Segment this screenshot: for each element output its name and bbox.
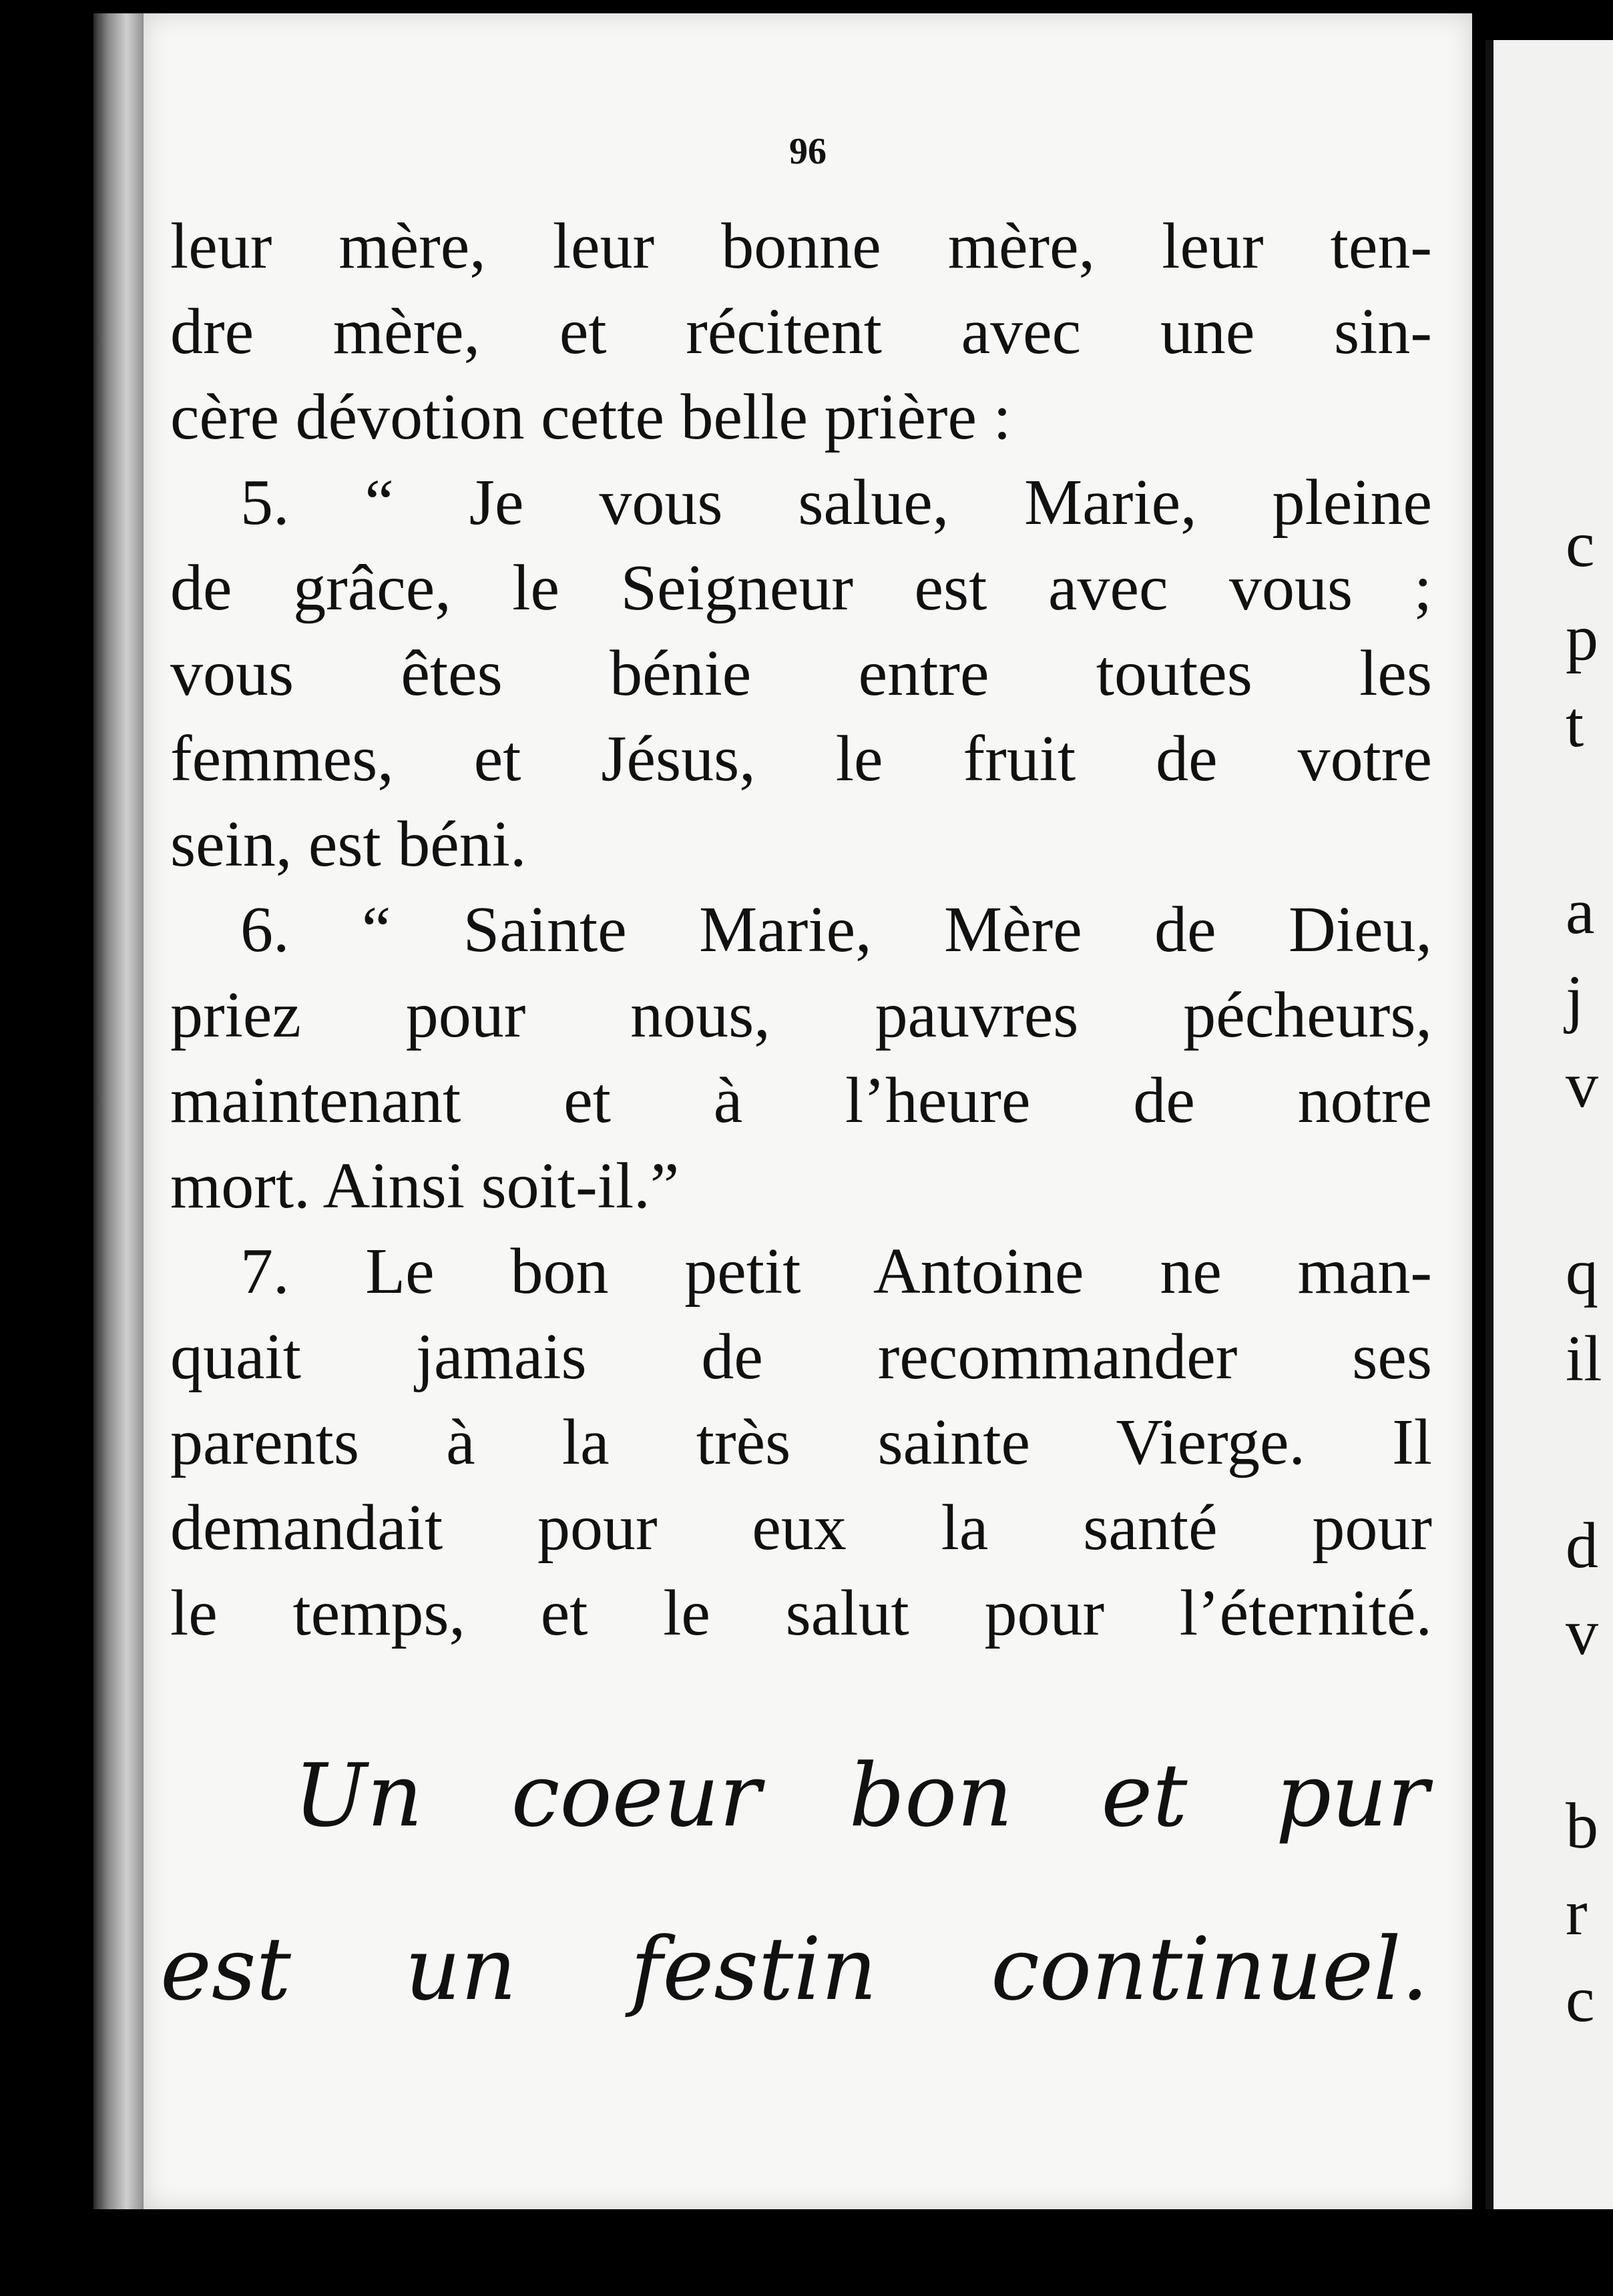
fragment-text: t [1566, 689, 1584, 761]
text-line: priez pour nous, pauvres pécheurs, [170, 979, 1432, 1051]
fragment-text: il [1566, 1323, 1602, 1395]
text-line: maintenant et à l’heure de notre [170, 1065, 1432, 1137]
text-line: demandait pour eux la santé pour [170, 1492, 1432, 1564]
page-number: 96 [789, 131, 827, 172]
text-line: sein, est béni. [170, 808, 527, 880]
text-line: parents à la très sainte Vierge. Il [170, 1406, 1432, 1478]
handwritten-line: est un festin continuel. [160, 1918, 1429, 2020]
text-line: dre mère, et récitent avec une sin- [170, 296, 1432, 368]
text-line: 5. “ Je vous salue, Marie, pleine [240, 467, 1432, 539]
fragment-text: c [1566, 509, 1595, 581]
fragment-text: q [1566, 1236, 1598, 1308]
text-line: 6. “ Sainte Marie, Mère de Dieu, [240, 894, 1432, 966]
paragraph-intro [170, 204, 1432, 460]
text-line: mort. Ainsi soit-il.” [170, 1150, 680, 1222]
fragment-text: c [1566, 1964, 1595, 2036]
page-body [170, 204, 1432, 1656]
text-line: de grâce, le Seigneur est avec vous ; [170, 552, 1432, 624]
text-line: vous êtes bénie entre toutes les [170, 637, 1432, 709]
fragment-text: b [1566, 1790, 1598, 1862]
adjacent-page [1485, 40, 1613, 2209]
fragment-text: v [1566, 1049, 1598, 1121]
paragraph-5 [170, 460, 1432, 887]
text-line: le temps, et le salut pour l’éternité. [170, 1577, 1432, 1649]
paragraph-6 [170, 887, 1432, 1229]
text-line: 7. Le bon petit Antoine ne man- [240, 1235, 1432, 1308]
fragment-text: v [1566, 1597, 1598, 1669]
handwritten-note [160, 1709, 1429, 2056]
fragment-text: a [1566, 876, 1595, 948]
text-line: cère dévotion cette belle prière : [170, 381, 1011, 453]
text-line: quait jamais de recommander ses [170, 1321, 1432, 1393]
handwritten-line: Un coeur bon et pur [294, 1745, 1429, 1846]
fragment-text: j [1566, 962, 1584, 1035]
text-line: femmes, et Jésus, le fruit de votre [170, 723, 1432, 795]
text-line: leur mère, leur bonne mère, leur ten- [170, 210, 1432, 282]
fragment-text: r [1566, 1877, 1588, 1949]
fragment-text: d [1566, 1510, 1598, 1582]
paragraph-7 [170, 1229, 1432, 1656]
fragment-text: p [1566, 602, 1598, 674]
